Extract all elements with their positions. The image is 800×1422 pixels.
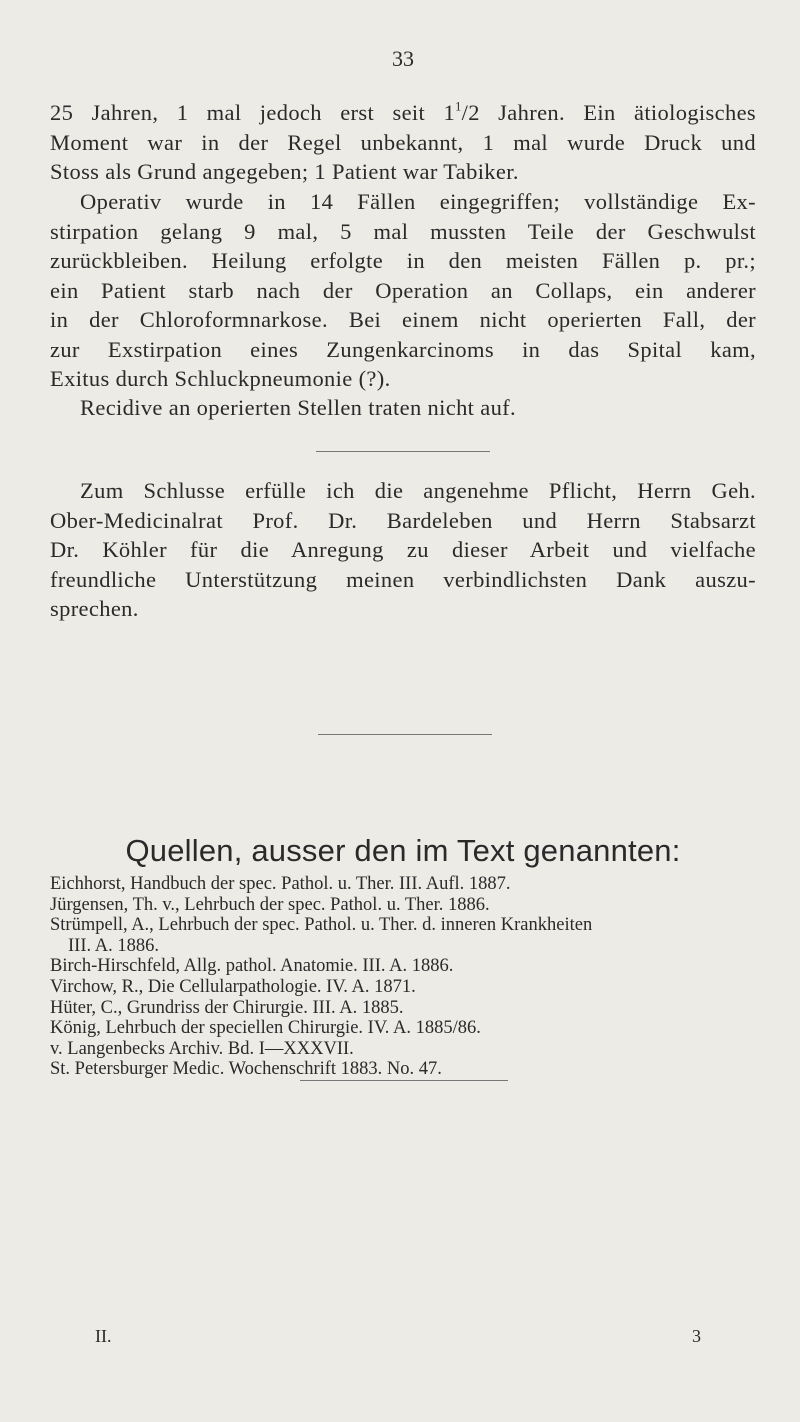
reference-item: Jürgensen, Th. v., Lehrbuch der spec. Pathol. u. Ther. 1886. xyxy=(50,894,490,915)
text-line: Moment war in der Regel unbekannt, 1 mal wurde Druck und xyxy=(50,129,756,155)
reference-text: Strümpell, A., Lehrbuch der spec. Pathol. u. Ther. d. inneren Krankheiten xyxy=(50,915,593,936)
text-line: 25 Jahren, 1 mal jedoch erst seit $1^1/2$ Jahren. Ein ätiologisches xyxy=(50,99,757,125)
reference-item: v. Langenbecks Archiv. Bd. I—XXXVII. xyxy=(50,1038,354,1059)
text-line: Stoss als Grund angegeben; 1 Patient war Tabiker. xyxy=(50,159,519,184)
reference-item: König, Lehrbuch der speciellen Chirurgie. IV. A. 1885/86. xyxy=(50,1018,481,1039)
signature-number: 3 xyxy=(692,1326,701,1346)
page-number: 33 xyxy=(392,46,414,71)
paragraph-operations xyxy=(50,187,756,394)
paragraph-results xyxy=(50,98,756,187)
reference-item: Birch-Hirschfeld, Allg. pathol. Anatomie. III. A. 1886. xyxy=(50,956,454,977)
reference-item: Virchow, R., Die Cellularpathologie. IV. A. 1871. xyxy=(50,976,416,997)
text-line: in der Chloroformnarkose. Bei einem nicht operierten Fall, der xyxy=(50,307,756,332)
sources-heading: Quellen, ausser den im Text genannten: xyxy=(125,833,681,868)
references-list xyxy=(50,874,770,1080)
text-line: zur Exstirpation eines Zungenkarcinoms in das Spital kam, xyxy=(50,336,756,362)
reference-item: St. Petersburger Medic. Wochenschrift 1883. No. 47. xyxy=(50,1059,442,1080)
text-line: Exitus durch Schluckpneumonie (?). xyxy=(50,366,391,391)
text-line: Zum Schlusse erfülle ich die angenehme Pflicht, Herrn Geh. xyxy=(80,478,756,503)
text-line: zurückbleiben. Heilung erfolgte in den meisten Fällen p. pr.; xyxy=(50,248,756,273)
text-line: ein Patient starb nach der Operation an Collaps, ein anderer xyxy=(50,277,756,303)
text-line: Recidive an operierten Stellen traten nicht auf. xyxy=(80,395,517,420)
text-line: Ober-Medicinalrat Prof. Dr. Bardeleben und Herrn Stabsarzt xyxy=(50,507,756,533)
divider xyxy=(300,1080,508,1081)
text-line: freundliche Unterstützung meinen verbindlichsten Dank auszu- xyxy=(50,566,756,592)
text-line: stirpation gelang 9 mal, 5 mal mussten Teile der Geschwulst xyxy=(50,218,756,244)
reference-item xyxy=(50,915,770,956)
reference-continuation: III. A. 1886. xyxy=(68,935,159,956)
text-line: sprechen. xyxy=(50,596,139,621)
signature-mark: II. xyxy=(95,1326,112,1346)
paragraph-acknowledgements xyxy=(50,476,756,624)
reference-item: Hüter, C., Grundriss der Chirurgie. III. A. 1885. xyxy=(50,997,404,1018)
reference-item: Eichhorst, Handbuch der spec. Pathol. u. Ther. III. Aufl. 1887. xyxy=(50,874,511,894)
text-line: Operativ wurde in 14 Fällen eingegriffen; vollständige Ex- xyxy=(80,189,756,214)
divider xyxy=(316,451,490,452)
paragraph-recidive xyxy=(50,393,756,423)
text-line: Dr. Köhler für die Anregung zu dieser Arbeit und vielfache xyxy=(50,537,756,562)
divider xyxy=(318,734,492,735)
